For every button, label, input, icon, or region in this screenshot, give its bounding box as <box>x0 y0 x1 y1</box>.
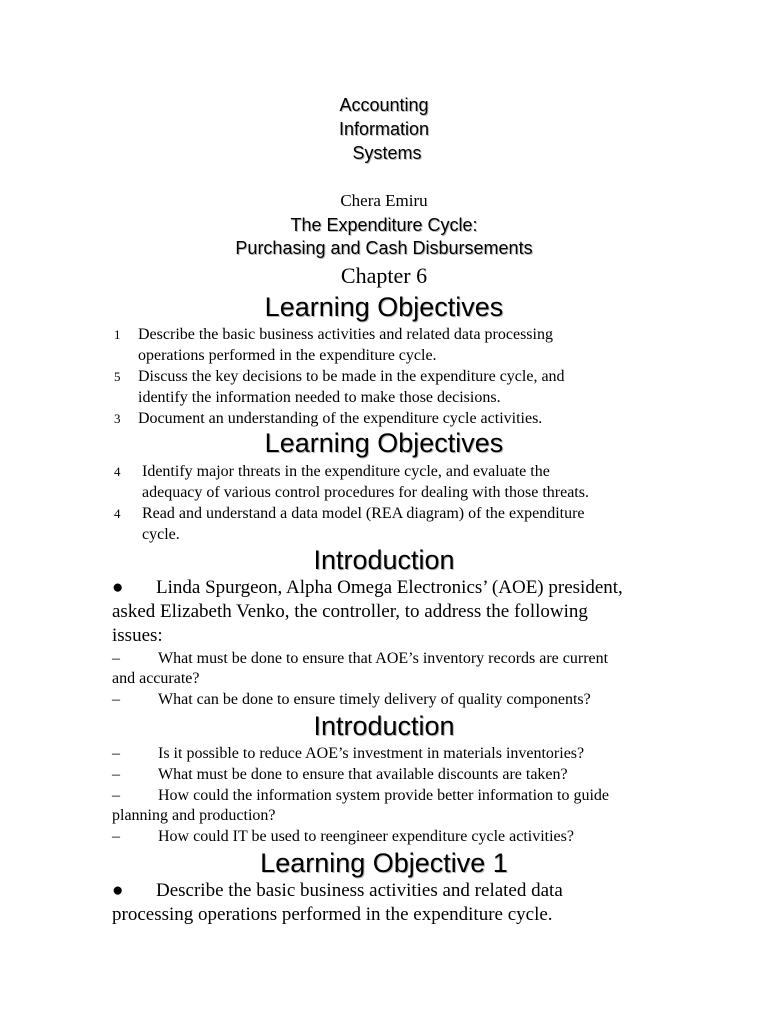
dash-item <box>112 690 672 710</box>
objective-text-line: operations performed in the expenditure cycle. <box>138 347 437 364</box>
dash-text-line: How could IT be used to reengineer expenditure cycle activities? <box>158 828 574 845</box>
dash-item <box>112 649 672 689</box>
dash-marker: – <box>112 745 120 762</box>
dash-text-line: How could the information system provide better information to guide <box>158 787 610 804</box>
subtitle-line: The Expenditure Cycle: <box>290 215 478 235</box>
bullet-paragraph <box>112 576 672 648</box>
dash-text-line: planning and production? <box>112 807 276 824</box>
dash-marker: – <box>112 691 120 708</box>
bullet-text-line: asked Elizabeth Venko, the controller, to address the following <box>112 601 588 622</box>
objective-text-line: Describe the basic business activities and related data processing <box>138 326 553 343</box>
section-heading: Introduction <box>313 545 455 575</box>
dash-text-line: What must be done to ensure that AOE’s inventory records are current <box>158 650 609 667</box>
section-heading: Introduction <box>313 711 455 741</box>
objective-text-line: Discuss the key decisions to be made in the expenditure cycle, and <box>138 368 565 385</box>
objective-number: 5 <box>114 369 121 384</box>
dash-item <box>112 765 672 785</box>
objective-text-line: Read and understand a data model (REA diagram) of the expenditure <box>142 505 585 522</box>
dash-text-line: and accurate? <box>112 670 200 687</box>
dash-item <box>112 827 672 847</box>
bullet-paragraph <box>112 879 672 927</box>
section-heading: Learning Objective 1 <box>260 848 508 878</box>
title-line: Accounting <box>339 95 429 115</box>
dash-marker: – <box>112 766 120 783</box>
objective-number: 3 <box>114 411 121 426</box>
dash-marker: – <box>112 828 120 845</box>
bullet-text-line: Describe the basic business activities and related data <box>156 880 563 901</box>
objective-text-line: adequacy of various control procedures for dealing with those threats. <box>142 484 589 501</box>
objective-text-line: Document an understanding of the expenditure cycle activities. <box>138 410 543 427</box>
objective-number: 4 <box>114 506 121 521</box>
dash-marker: – <box>112 650 120 667</box>
bullet-text-line: processing operations performed in the expenditure cycle. <box>112 904 553 925</box>
section-heading: Learning Objectives <box>264 292 504 322</box>
bullet-text-line: issues: <box>112 625 163 646</box>
bullet-marker: ● <box>112 880 124 901</box>
dash-marker: – <box>112 787 120 804</box>
objective-text-line: cycle. <box>142 526 180 543</box>
author-name: Chera Emiru <box>340 191 428 210</box>
title-line: Systems <box>352 143 422 163</box>
dash-item <box>112 744 672 764</box>
subtitle-line: Purchasing and Cash Disbursements <box>235 238 533 258</box>
chapter-label: Chapter 6 <box>340 263 428 288</box>
dash-text-line: Is it possible to reduce AOE’s investment in materials inventories? <box>158 745 585 762</box>
title-line: Information <box>338 119 430 139</box>
bullet-text-line: Linda Spurgeon, Alpha Omega Electronics’ (AOE) president, <box>156 577 623 598</box>
objective-number: 4 <box>114 464 121 479</box>
dash-text-line: What must be done to ensure that available discounts are taken? <box>158 766 568 783</box>
section-heading: Learning Objectives <box>264 428 504 458</box>
objective-number: 1 <box>114 327 121 342</box>
bullet-marker: ● <box>112 577 124 598</box>
dash-text-line: What can be done to ensure timely delivery of quality components? <box>158 691 591 708</box>
dash-item <box>112 786 672 826</box>
objective-text-line: Identify major threats in the expenditure cycle, and evaluate the <box>142 463 550 480</box>
objective-text-line: identify the information needed to make those decisions. <box>138 389 501 406</box>
